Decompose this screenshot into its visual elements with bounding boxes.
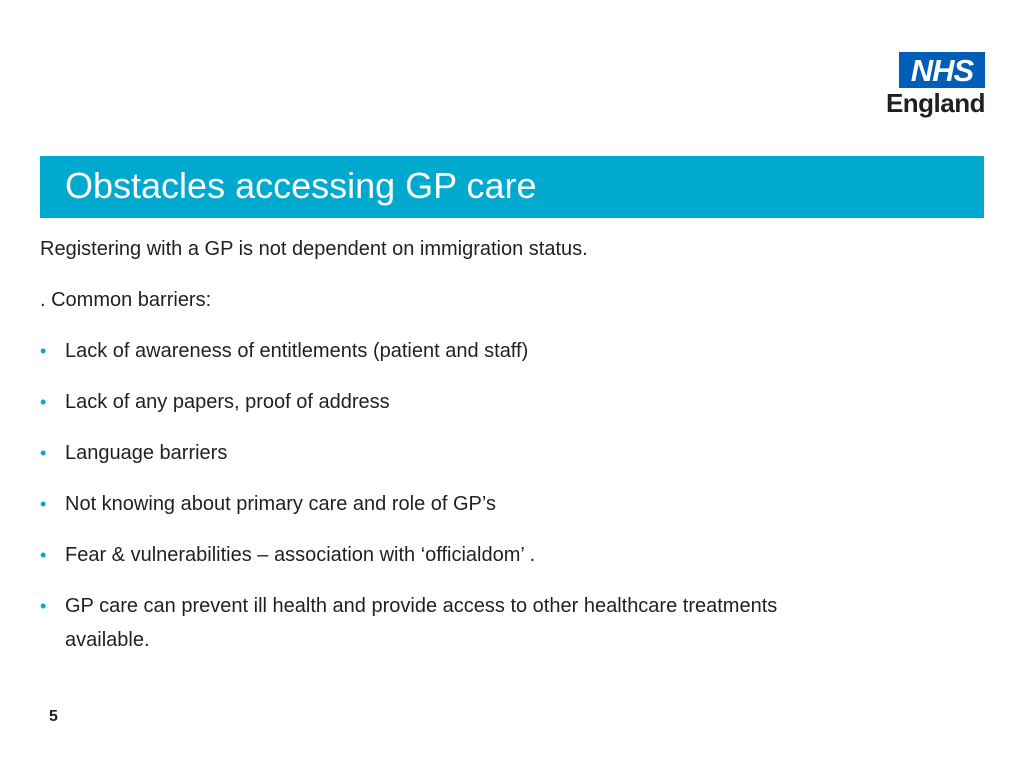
bullet-item: [40, 334, 800, 368]
bullet-item: [40, 589, 800, 657]
bullet-text: Lack of awareness of entitlements (patient and staff): [65, 340, 529, 362]
bullet-text: Not knowing about primary care and role of GP’s: [65, 493, 496, 515]
title-bar: [40, 156, 984, 218]
page-number: 5: [49, 708, 58, 725]
nhs-england-logo: [875, 52, 985, 124]
nhs-logo-region: England: [885, 88, 985, 118]
bullet-text: GP care can prevent ill health and provide access to other healthcare treatments available.: [65, 595, 778, 651]
bullet-item: [40, 436, 800, 470]
bullet-item: [40, 385, 800, 419]
intro-text: Registering with a GP is not dependent on immigration status.: [40, 238, 588, 260]
bullet-text: Fear & vulnerabilities – association with ‘officialdom’ .: [65, 544, 536, 566]
slide-title: Obstacles accessing GP care: [65, 165, 537, 206]
bullet-dot-icon: •: [40, 596, 47, 616]
nhs-logo-mark: NHS: [910, 52, 974, 88]
bullet-text: Language barriers: [65, 442, 228, 464]
common-barriers-heading: . Common barriers:: [40, 289, 212, 311]
bullet-dot-icon: •: [40, 494, 47, 514]
bullet-item: [40, 487, 800, 521]
bullet-dot-icon: •: [40, 443, 47, 463]
bullet-dot-icon: •: [40, 545, 47, 565]
nhs-logo-box: [899, 52, 985, 88]
bullet-item: [40, 538, 800, 572]
bullet-dot-icon: •: [40, 392, 47, 412]
bullet-text: Lack of any papers, proof of address: [65, 391, 390, 413]
bullet-dot-icon: •: [40, 341, 47, 361]
